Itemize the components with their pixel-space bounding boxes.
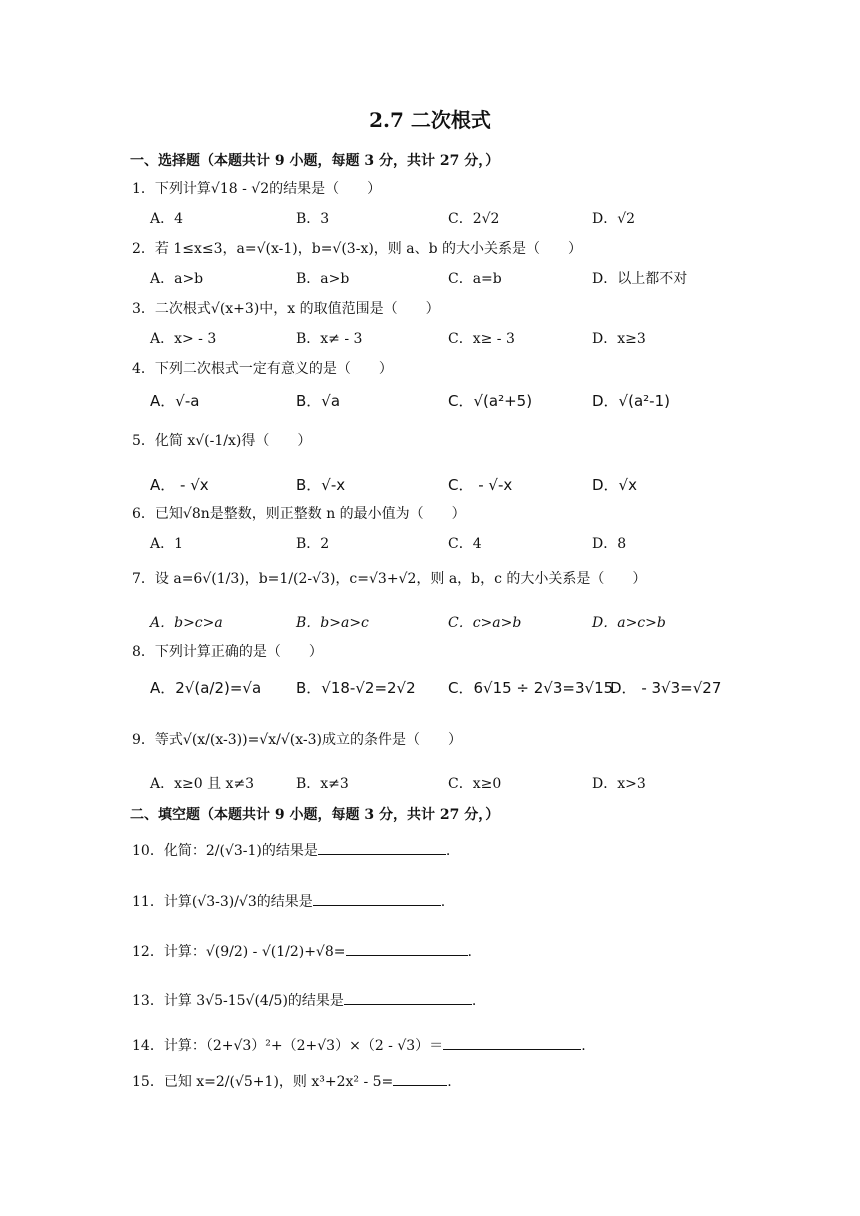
option-c: C．x≥ - 3 — [448, 331, 515, 347]
option-b: B．√a — [296, 392, 341, 410]
option-d: D．x≥3 — [592, 331, 646, 347]
question-1-options — [150, 208, 770, 228]
question-10-end: . — [445, 843, 451, 859]
option-b: B．√-x — [296, 476, 346, 494]
option-d: D．8 — [592, 536, 627, 552]
question-13-text: 13．计算 3√5-15√(4/5)的结果是 — [132, 993, 344, 1009]
question-1-stem: 1．下列计算√18 - √2的结果是（ ） — [132, 181, 382, 197]
question-12-end: . — [467, 944, 472, 960]
question-10-text: 10．化简：2/(√3-1)的结果是 — [132, 843, 318, 859]
option-d: D．a>c>b — [592, 615, 666, 631]
question-8-stem: 8．下列计算正确的是（ ） — [132, 644, 323, 660]
option-a: A．1 — [150, 536, 184, 552]
option-d: D．√(a²-1) — [592, 392, 670, 410]
option-a: A．2√(a/2)=√a — [150, 679, 262, 697]
option-b: B．x≠3 — [296, 776, 349, 792]
question-13 — [132, 990, 476, 1010]
option-c: C．2√2 — [448, 211, 500, 227]
option-a: A． - √x — [150, 476, 209, 494]
question-9-options — [150, 773, 770, 793]
option-b: B．√18-√2=2√2 — [296, 679, 416, 697]
question-6-stem: 6．已知√8n是整数，则正整数 n 的最小值为（ ） — [132, 506, 466, 522]
question-2-stem: 2．若 1≤x≤3，a=√(x-1)，b=√(3-x)，则 a、b 的大小关系是（ ） — [132, 241, 583, 257]
option-c: C．c>a>b — [448, 615, 522, 631]
option-d: D．以上都不对 — [592, 271, 688, 287]
question-7-options — [150, 612, 770, 632]
answer-blank — [344, 990, 472, 1005]
answer-blank — [443, 1035, 581, 1050]
option-c: C．√(a²+5) — [448, 392, 533, 410]
question-5-stem: 5．化简 x√(-1/x)得（ ） — [132, 433, 312, 449]
option-d: D．√2 — [592, 211, 636, 227]
option-c: C． - √-x — [448, 476, 513, 494]
option-b: B．a>b — [296, 271, 350, 287]
section-heading-choice: 一、选择题（本题共计 9 小题，每题 3 分，共计 27 分，） — [130, 153, 500, 169]
section-heading-fill: 二、填空题（本题共计 9 小题，每题 3 分，共计 27 分，） — [130, 807, 500, 823]
option-a: A．x≥0 且 x≠3 — [150, 776, 255, 792]
question-14-text: 14．计算：（2+√3）²+（2+√3）×（2 - √3）＝ — [132, 1038, 444, 1054]
question-9-stem: 9．等式√(x/(x-3))=√x/√(x-3)成立的条件是（ ） — [132, 732, 462, 748]
question-4-options — [150, 390, 770, 410]
answer-blank — [318, 840, 446, 855]
option-a: A．x> - 3 — [150, 331, 217, 347]
question-12 — [132, 941, 472, 961]
question-7-stem: 7．设 a=6√(1/3)，b=1/(2-√3)，c=√3+√2，则 a，b，c 的大小关系是（ ） — [132, 571, 647, 587]
question-11-end: . — [440, 894, 446, 910]
option-d: D． - 3√3=√27 — [610, 679, 722, 697]
question-8-options — [150, 677, 770, 697]
option-a: A．√-a — [150, 392, 200, 410]
question-12-text: 12．计算：√(9/2) - √(1/2)+√8= — [132, 944, 346, 960]
question-2-options — [150, 268, 770, 288]
question-14-end: . — [581, 1038, 586, 1054]
question-6-options — [150, 533, 770, 553]
question-15-text: 15．已知 x=2/(√5+1)，则 x³+2x² - 5= — [132, 1074, 394, 1090]
question-4-stem: 4．下列二次根式一定有意义的是（ ） — [132, 361, 393, 377]
option-b: B．b>a>c — [296, 615, 369, 631]
option-c: C．a=b — [448, 271, 502, 287]
option-d: D．x>3 — [592, 776, 646, 792]
option-a: A．4 — [150, 211, 184, 227]
question-15-end: . — [447, 1074, 452, 1090]
option-a: A．a>b — [150, 271, 204, 287]
question-14 — [132, 1035, 586, 1055]
question-10 — [132, 840, 450, 860]
question-5-options — [150, 474, 770, 494]
answer-blank — [346, 941, 468, 956]
option-a: A．b>c>a — [150, 615, 223, 631]
option-b: B．2 — [296, 536, 330, 552]
question-3-stem: 3．二次根式√(x+3)中，x 的取值范围是（ ） — [132, 301, 440, 317]
question-11-text: 11．计算(√3-3)/√3的结果是 — [132, 894, 313, 910]
question-13-end: . — [471, 993, 477, 1009]
page-title: 2.7 二次根式 — [369, 108, 491, 132]
option-c: C．4 — [448, 536, 482, 552]
answer-blank — [313, 891, 441, 906]
option-b: B．x≠ - 3 — [296, 331, 363, 347]
question-3-options — [150, 328, 770, 348]
question-11 — [132, 891, 445, 911]
option-c: C．x≥0 — [448, 776, 502, 792]
option-d: D．√x — [592, 476, 637, 494]
question-15 — [132, 1071, 452, 1091]
answer-blank — [393, 1071, 447, 1086]
option-b: B．3 — [296, 211, 330, 227]
option-c: C．6√15 ÷ 2√3=3√15 — [448, 679, 614, 697]
